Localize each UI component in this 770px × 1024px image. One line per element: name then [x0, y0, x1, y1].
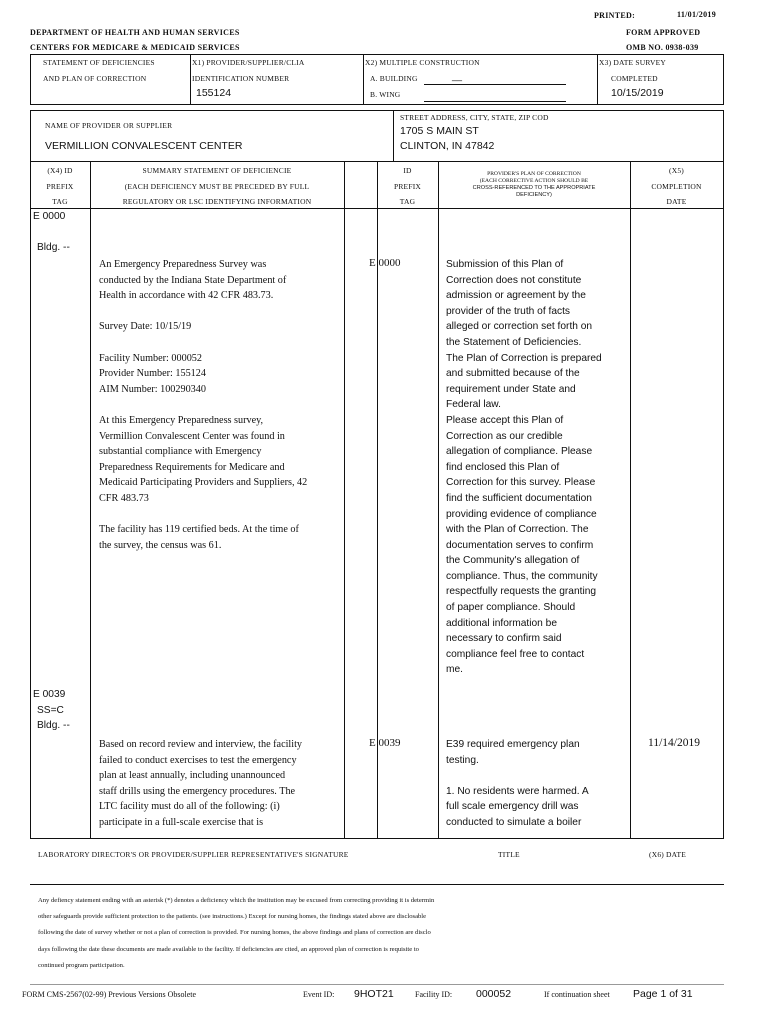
- plan-line: the Statement of Deficiencies.: [446, 336, 582, 348]
- plan-line: providing evidence of compliance: [446, 508, 597, 520]
- plan-line: of paper compliance. Should: [446, 602, 576, 614]
- entry1-left-tag: E 0000: [33, 211, 66, 222]
- printed-label: PRINTED:: [594, 11, 636, 20]
- plan-line: requirement under State and: [446, 383, 576, 395]
- entry2-left-tag: E 0039: [33, 689, 66, 700]
- summary-line: The facility has 119 certified beds. At the time of: [99, 524, 299, 536]
- plan-line: compliance feel free to contact: [446, 648, 585, 660]
- plan-line: full scale emergency drill was: [446, 801, 579, 813]
- plan-line: 1. No residents were harmed. A: [446, 785, 589, 797]
- multiple-construction-label: X2) MULTIPLE CONSTRUCTION: [365, 58, 480, 67]
- summary-line: [99, 507, 307, 523]
- summary-line: Survey Date: 10/15/19: [99, 321, 192, 333]
- identification-label: IDENTIFICATION NUMBER: [192, 74, 290, 83]
- building-value: __: [452, 71, 463, 81]
- address-line-1: 1705 S MAIN ST: [400, 125, 479, 137]
- disclaimer-line: continued program participation.: [38, 961, 125, 969]
- col-summary-line1: SUMMARY STATEMENT OF DEFICIENCIE: [142, 166, 292, 175]
- plan-line: Correction does not constitute: [446, 274, 582, 286]
- summary-line: staff drills using the emergency procedures. The: [99, 785, 296, 797]
- signature-divider: [30, 884, 724, 885]
- plan-line: necessary to confirm said: [446, 633, 562, 645]
- col-x5-line1: (X5): [669, 166, 684, 175]
- summary-line: failed to conduct exercises to test the emergency: [99, 754, 297, 766]
- col-plan-line2: (EACH CORRECTIVE ACTION SHOULD BE: [479, 178, 589, 184]
- printed-date: 11/01/2019: [677, 10, 717, 19]
- statement-label: STATEMENT OF DEFICIENCIES: [43, 58, 155, 67]
- col-x5-line2: COMPLETION: [651, 182, 702, 191]
- event-id-label: Event ID:: [303, 990, 335, 999]
- plan-line: with the Plan of Correction. The: [446, 524, 589, 536]
- plan-line: and submitted because of the: [446, 368, 580, 380]
- summary-line: At this Emergency Preparedness survey,: [99, 414, 264, 426]
- page-number: Page 1 of 31: [633, 988, 693, 1000]
- date-label: (X6) DATE: [649, 850, 687, 859]
- plan-line: testing.: [446, 754, 479, 766]
- plan-line: Correction as our credible: [446, 430, 563, 442]
- col-x4-line3: TAG: [52, 197, 68, 206]
- summary-line: the survey, the census was 61.: [99, 539, 222, 551]
- plan-line: [446, 768, 589, 784]
- summary-line: participate in a full-scale exercise that is: [99, 816, 264, 828]
- col-summary-line3: REGULATORY OR LSC IDENTIFYING INFORMATION: [122, 197, 312, 206]
- disclaimer-line: other safeguards provide sufficient protection to the patients. (see instructions.) Except for nursing homes, the findings stated above are disclosable: [38, 913, 427, 921]
- col-plan-header: [438, 171, 630, 199]
- summary-line: Preparedness Requirements for Medicare and: [99, 461, 285, 473]
- address-label: STREET ADDRESS, CITY, STATE, ZIP COD: [400, 113, 549, 122]
- provider-id-value: 155124: [196, 87, 232, 99]
- plan-line: find the sufficient documentation: [446, 492, 592, 504]
- col-plan-line3: CROSS-REFERENCED TO THE APPROPRIATE: [472, 185, 596, 191]
- entry1-plan: [446, 257, 602, 678]
- col-id-line2: PREFIX: [393, 182, 422, 191]
- form-number: FORM CMS-2567(02-99) Previous Versions Obsolete: [22, 990, 197, 999]
- provider-id-label: X1) PROVIDER/SUPPLIER/CLIA: [192, 58, 305, 67]
- entry1-id-tag: E 0000: [369, 257, 401, 269]
- date-survey-label: X3) DATE SURVEY: [599, 58, 666, 67]
- summary-line: CFR 483.73: [99, 492, 149, 504]
- plan-line: allegation of compliance. Please: [446, 446, 593, 458]
- wing-label: B. WING: [370, 90, 401, 99]
- title-label: TITLE: [498, 850, 520, 859]
- date-survey-value: 10/15/2019: [611, 87, 664, 99]
- plan-line: admission or agreement by the: [446, 290, 586, 302]
- summary-line: [99, 397, 307, 413]
- summary-line: An Emergency Preparedness Survey was: [99, 259, 267, 270]
- entry2-completion-date: 11/14/2019: [648, 737, 700, 749]
- col-plan-line4: DEFICIENCY): [516, 192, 552, 198]
- provider-name-value: VERMILLION CONVALESCENT CENTER: [45, 140, 243, 152]
- summary-line: conducted by the Indiana State Department of: [99, 274, 287, 286]
- col-x4-line1: (X4) ID: [47, 166, 73, 175]
- entry2-id-tag: E 0039: [369, 737, 401, 749]
- summary-line: Based on record review and interview, the facility: [99, 739, 303, 750]
- summary-line: plan at least annually, including unannounced: [99, 770, 286, 782]
- plan-line: the Community's allegation of: [446, 555, 580, 567]
- disclaimer-line: days following the date these documents are made available to the facility. If deficiencies are cited, an approved plan of correction is requisite to: [38, 945, 419, 953]
- plan-line: find enclosed this Plan of: [446, 461, 560, 473]
- entry2-plan: [446, 737, 589, 831]
- facility-id-value: 000052: [476, 988, 512, 1000]
- disclaimer: [38, 893, 434, 974]
- signature-label: LABORATORY DIRECTOR'S OR PROVIDER/SUPPLIER REPRESENTATIVE'S SIGNATURE: [38, 850, 349, 859]
- form-approved: FORM APPROVED: [626, 28, 701, 37]
- continuation-label: If continuation sheet: [544, 990, 610, 999]
- entry1-left-bldg: Bldg. --: [37, 242, 70, 253]
- plan-line: Please accept this Plan of: [446, 414, 564, 426]
- omb-number: OMB NO. 0938-039: [626, 43, 699, 52]
- plan-line: documentation serves to confirm: [446, 539, 594, 551]
- summary-line: LTC facility must do all of the following: (i): [99, 801, 280, 813]
- col-id-line3: TAG: [399, 197, 416, 206]
- provider-name-label: NAME OF PROVIDER OR SUPPLIER: [45, 121, 173, 130]
- disclaimer-line: Any defiency statement ending with an asterisk (*) denotes a deficiency which the institution may be excused from correcting providing it is determin: [38, 897, 435, 904]
- plan-line: compliance. Thus, the community: [446, 570, 598, 582]
- summary-line: Medicaid Participating Providers and Suppliers, 42: [99, 477, 308, 489]
- summary-line: substantial compliance with Emergency: [99, 446, 262, 458]
- summary-line: [99, 335, 307, 351]
- footer-divider: [30, 984, 724, 985]
- building-label: A. BUILDING: [370, 74, 418, 83]
- plan-line: Federal law.: [446, 399, 501, 411]
- col-x4-line2: PREFIX: [46, 182, 74, 191]
- summary-line: Facility Number: 000052: [99, 352, 202, 364]
- plan-line: alleged or correction set forth on: [446, 321, 593, 333]
- plan-label: AND PLAN OF CORRECTION: [43, 74, 147, 83]
- plan-line: conducted to simulate a boiler: [446, 816, 582, 828]
- plan-line: additional information be: [446, 617, 558, 629]
- address-line-2: CLINTON, IN 47842: [400, 140, 495, 152]
- department-name: DEPARTMENT OF HEALTH AND HUMAN SERVICES: [30, 28, 240, 37]
- plan-line: respectfully requests the granting: [446, 586, 597, 598]
- summary-line: [99, 304, 307, 320]
- summary-line: AIM Number: 100290340: [99, 383, 206, 395]
- entry1-summary: [99, 257, 307, 553]
- col-id-line1: ID: [403, 166, 412, 175]
- entry2-summary: [99, 737, 302, 831]
- event-id-value: 9HOT21: [354, 988, 394, 1000]
- col-plan-line1: PROVIDER'S PLAN OF CORRECTION: [487, 171, 581, 177]
- plan-line: provider of the truth of facts: [446, 305, 571, 317]
- summary-line: Provider Number: 155124: [99, 368, 206, 380]
- completed-label: COMPLETED: [611, 74, 658, 83]
- entry2-left-ss: SS=C: [37, 705, 64, 716]
- plan-line: The Plan of Correction is prepared: [446, 352, 602, 364]
- plan-line: E39 required emergency plan: [446, 739, 580, 750]
- plan-line: me.: [446, 664, 463, 676]
- entry2-left-bldg: Bldg. --: [37, 720, 70, 731]
- plan-line: Submission of this Plan of: [446, 259, 564, 270]
- centers-name: CENTERS FOR MEDICARE & MEDICAID SERVICES: [30, 43, 240, 52]
- col-x5-line3: DATE: [666, 197, 687, 206]
- plan-line: Correction for this survey. Please: [446, 477, 596, 489]
- summary-line: Health in accordance with 42 CFR 483.73.: [99, 290, 274, 302]
- facility-id-label: Facility ID:: [415, 990, 453, 999]
- summary-line: Vermillion Convalescent Center was found in: [99, 430, 285, 442]
- col-summary-line2: (EACH DEFICIENCY MUST BE PRECEDED BY FULL: [124, 182, 310, 191]
- disclaimer-line: following the date of survey whether or not a plan of correction is provided. For nursing homes, the above findings and plans of correction are disclo: [38, 929, 431, 937]
